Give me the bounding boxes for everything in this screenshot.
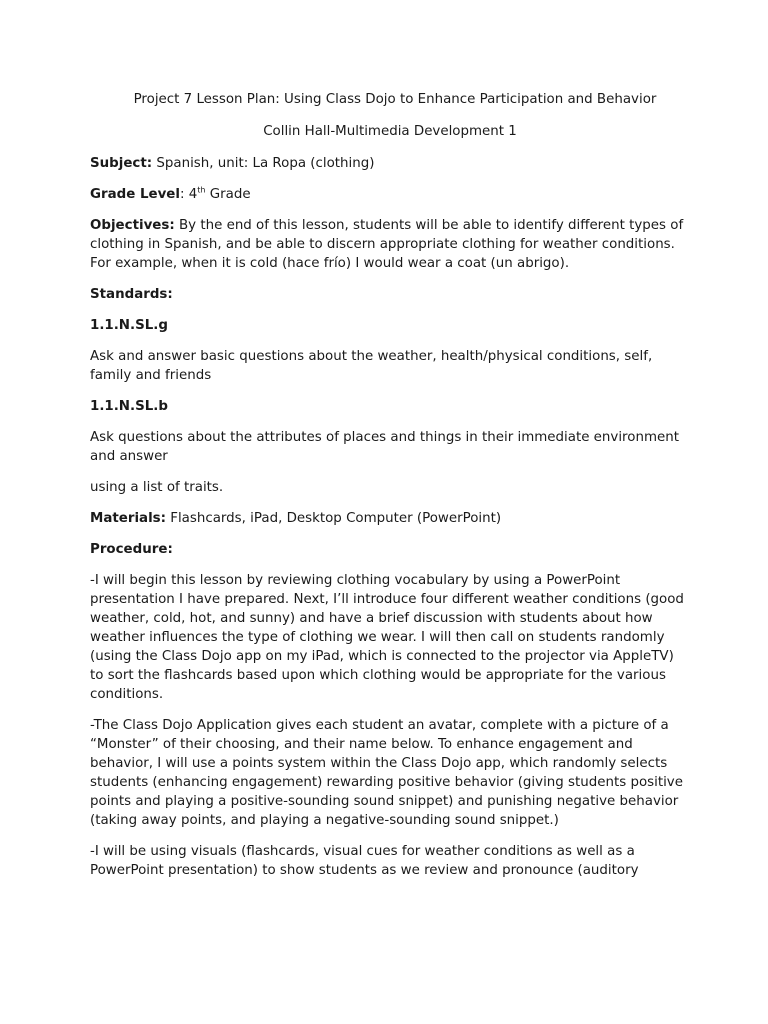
procedure-heading: Procedure: [90, 542, 173, 557]
subject-value: Spanish, unit: La Ropa (clothing) [152, 156, 375, 171]
grade-value: : 4 [179, 187, 198, 202]
materials-value: Flashcards, iPad, Desktop Computer (PowerPoint) [166, 511, 502, 526]
standards-heading: Standards: [90, 287, 173, 302]
standard-code: 1.1.N.SL.g [90, 318, 168, 333]
grade-line [90, 185, 690, 204]
objectives-label: Objectives: [90, 218, 175, 233]
document-author: Collin Hall-Multimedia Development 1 [263, 124, 517, 139]
standard-text: Ask and answer basic questions about the weather, health/physical conditions, self, family and friends [90, 349, 653, 383]
grade-label: Grade Level [90, 187, 180, 202]
objectives-text: By the end of this lesson, students will be able to identify different types of clothing in Spanish, and be able to discern appropriate clothing for weather conditions. For example, when it is cold (hace frío) I would wear a coat (un abrigo). [90, 218, 684, 271]
objectives-paragraph [90, 216, 690, 273]
standard-text: Ask questions about the attributes of places and things in their immediate environment and answer [90, 430, 679, 464]
subject-label: Subject: [90, 156, 153, 171]
procedure-paragraph: -The Class Dojo Application gives each student an avatar, complete with a picture of a “Monster” of their choosing, and their name below. To enhance engagement and behavior, I will use a points system within the Class Dojo app, which randomly selects students (enhancing engagement) rewarding positive behavior (giving students positive points and playing a positive-sounding sound snippet) and punishing negative behavior (taking away points, and playing a negative-sounding sound snippet.) [90, 718, 683, 828]
materials-line [90, 509, 690, 528]
materials-label: Materials: [90, 511, 166, 526]
subject-line [90, 154, 690, 173]
document-title: Project 7 Lesson Plan: Using Class Dojo to Enhance Participation and Behavior [133, 92, 657, 107]
procedure-paragraph: -I will be using visuals (flashcards, visual cues for weather conditions as well as a PowerPoint presentation) to show students as we review and pronounce (auditory [90, 844, 639, 878]
grade-superscript: th [197, 185, 206, 195]
document-body [90, 90, 690, 892]
grade-value-suffix: Grade [205, 187, 251, 202]
standard-code: 1.1.N.SL.b [90, 399, 168, 414]
procedure-paragraph: -I will begin this lesson by reviewing clothing vocabulary by using a PowerPoint presentation I have prepared. Next, I’ll introduce four different weather conditions (good weather, cold, hot, and sunny) and have a brief discussion with students about how weather influences the type of clothing we wear. I will then call on students randomly (using the Class Dojo app on my iPad, which is connected to the projector via AppleTV) to sort the flashcards based upon which clothing would be appropriate for the various conditions. [90, 573, 684, 702]
standard-text-continued: using a list of traits. [90, 480, 224, 495]
